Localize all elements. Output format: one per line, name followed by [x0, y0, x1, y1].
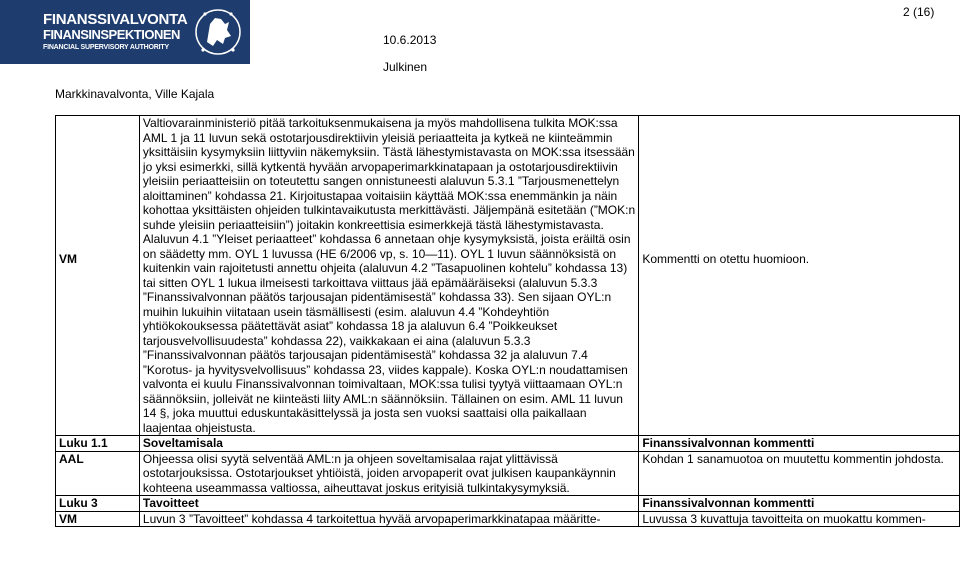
- logo-line-2: FINANSINSPEKTIONEN: [43, 27, 180, 42]
- comment-text-cell: Ohjeessa olisi syytä selventää AML:n ja ohjeen soveltamisalaa rajat ylittävissä ostotarjouksissa. Ostotarjoukset yhtiöistä, joiden arvopaperit ovat julkisen kaupankäynnin kohteena useammassa valtiossa, aiheuttavat joskus erityisiä tulkintakysymyksiä.: [139, 451, 638, 496]
- response-text: Kohdan 1 sanamuotoa on muutettu kommentin johdosta.: [639, 451, 960, 496]
- response-heading: Finanssivalvonnan kommentti: [639, 496, 960, 512]
- commenter-label: AAL: [56, 451, 140, 496]
- comment-text-cell: Luvun 3 ”Tavoitteet” kohdassa 4 tarkoitettua hyvää arvopaperimarkkinatapaa määritte-: [139, 511, 638, 527]
- response-text: Kommentti on otettu huomioon.: [642, 252, 810, 266]
- table-row: [56, 436, 960, 452]
- table-row: [56, 451, 960, 496]
- logo-line-3: FINANCIAL SUPERVISORY AUTHORITY: [43, 44, 169, 51]
- document-date: 10.6.2013: [383, 33, 437, 47]
- table-row: [56, 116, 960, 436]
- commenter-label: VM: [56, 511, 140, 527]
- section-title: Soveltamisala: [139, 436, 638, 452]
- section-label: Luku 1.1: [56, 436, 140, 452]
- logo-line-1: FINANSSIVALVONTA: [43, 11, 188, 28]
- commenter-label: VM: [59, 252, 77, 266]
- page-number: 2 (16): [903, 5, 935, 19]
- table-row: [56, 511, 960, 527]
- response-cell: [639, 116, 960, 436]
- author-line: Markkinavalvonta, Ville Kajala: [55, 87, 215, 101]
- table-row: [56, 496, 960, 512]
- comment-intro: Valtiovarainministeriö pitää tarkoituksenmukaisena ja myös mahdollisena tulkita MOK:ssa AML 1 ja 11 luvun sekä ostotarjousdirektiivin yleisiä periaatteita ja kytkeä ne kiinteämmin yksittäisiin kysymyksiin liittyviin näkemyksiin. Tästä lähestymistavasta on MOK:ssa itsessään jo yksi esimerkki, sillä kytkentä hyvään arvopaperimarkkinatapaan ja ostotarjousdirektiivin yleisiin periaatteisiin on toteutettu sangen onnistuneesti alaluvun 5.3.1 ”Tarjousmenettelyn aloittaminen” kohdassa 21. Kirjoitustapaa voitaisiin käyttää MOK:ssa enemmänkin ja näin kohottaa yksittäisten ohjeiden tulkintavaikutusta merkittävästi. Jäljempänä esitetään (”MOK:n suhde yleisiin periaatteisiin”) joitakin konkreettisia esimerkkejä tästä lähestymistavasta.: [142, 116, 636, 232]
- section-title: Tavoitteet: [139, 496, 638, 512]
- response-text: Luvussa 3 kuvattuja tavoitteita on muokattu kommen-: [639, 511, 960, 527]
- comment-detail: Alaluvun 4.1 ”Yleiset periaatteet” kohdassa 6 annetaan ohje kysymyksistä, joista eräiltä osin on säädetty mm. OYL 1 luvussa (HE 6/2006 vp, s. 10—11). OYL 1 luvun säännöksistä on kuitenkin vain rajoitetusti annettu ohjeita (alaluvun 4.2 ”Tasapuolinen kohtelu” kohdassa 13) tai sitten OYL 1 lukua ilmeisesti tarkoittava viittaus jää epämääräiseksi (alaluvun 5.3.3 ”Finanssivalvonnan päätös tarjousajan pidentämisestä” kohdassa 33). Sen sijaan OYL:n muihin lukuihin viitataan usein täsmällisesti (esim. alaluvun 4.4 ”Kohdeyhtiön yhtiökokouksessa päätettävät asiat” kohdassa 18 ja alaluvun 6.4 ”Poikkeukset tarjousvelvollisuudesta” kohdassa 22), vaikkakaan ei aina (alaluvun 5.3.3 ”Finanssivalvonnan päätös tarjousajan pidentämisestä” kohdassa 32 ja alaluvun 7.4 ”Korotus- ja hyvitysvelvollisuus” kohdassa 23, viides kappale). Koska OYL:n noudattamisen valvonta ei kuulu Finanssivalvonnan toimivaltaan, MOK:ssa tulisi tyytyä viittaamaan OYL:n säännöksiin, jolleivät ne kiinteästi liity AML:n säännöksiin. Tällainen on esim. AML 11 luvun 14 §, joka muuttui eduskuntakäsittelyssä ja josta sen vuoksi saattaisi olla paikallaan laajentaa ohjeistusta.: [142, 232, 631, 435]
- classification-label: Julkinen: [383, 60, 428, 74]
- lion-emblem-icon: [191, 4, 245, 60]
- page-header: [0, 0, 960, 64]
- comments-table: [55, 115, 960, 527]
- response-heading: Finanssivalvonnan kommentti: [639, 436, 960, 452]
- authority-logo: [0, 0, 250, 64]
- row-label: [56, 116, 140, 436]
- section-label: Luku 3: [56, 496, 140, 512]
- comment-text-cell: [139, 116, 638, 436]
